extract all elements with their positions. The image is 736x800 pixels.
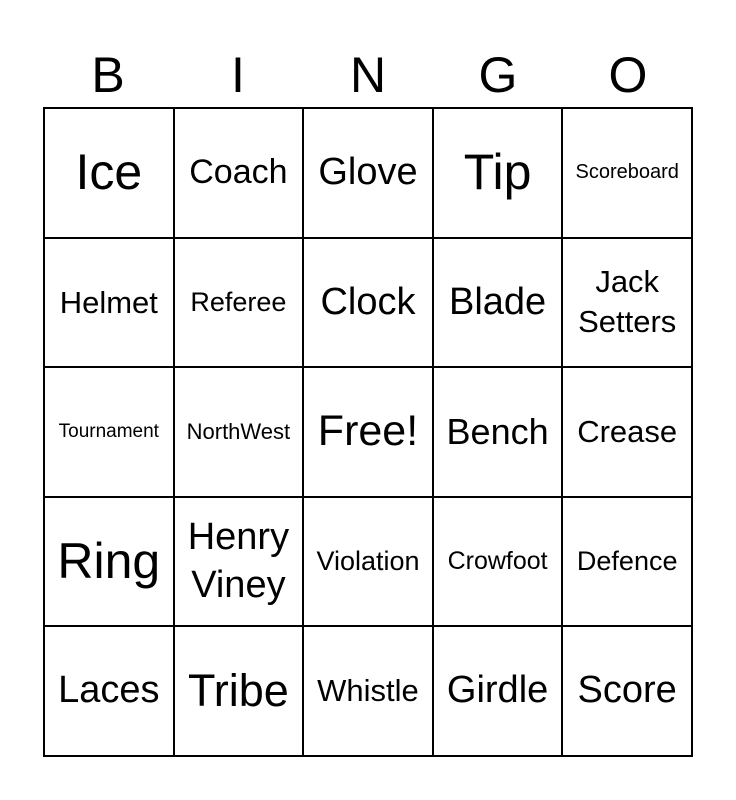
bingo-cell[interactable]: Crowfoot <box>433 497 563 627</box>
header-letter-o: O <box>608 47 648 103</box>
bingo-cell[interactable]: Helmet <box>44 238 174 368</box>
bingo-cell[interactable]: Ring <box>44 497 174 627</box>
header-letter-i: I <box>231 47 245 103</box>
bingo-cell[interactable]: Violation <box>303 497 433 627</box>
bingo-cell[interactable]: Girdle <box>433 626 563 756</box>
bingo-cell[interactable]: Jack Setters <box>562 238 692 368</box>
bingo-cell[interactable]: Clock <box>303 238 433 368</box>
bingo-cell[interactable]: Score <box>562 626 692 756</box>
bingo-cell[interactable]: Tribe <box>174 626 304 756</box>
bingo-cell[interactable]: Tournament <box>44 367 174 497</box>
bingo-cell[interactable]: Referee <box>174 238 304 368</box>
bingo-cell[interactable]: Scoreboard <box>562 108 692 238</box>
bingo-cell[interactable]: Tip <box>433 108 563 238</box>
bingo-cell[interactable]: Ice <box>44 108 174 238</box>
bingo-cell[interactable]: Glove <box>303 108 433 238</box>
bingo-cell[interactable]: Laces <box>44 626 174 756</box>
bingo-cell[interactable]: Crease <box>562 367 692 497</box>
bingo-cell[interactable]: Blade <box>433 238 563 368</box>
header-letter-b: B <box>91 47 125 103</box>
bingo-cell[interactable]: Henry Viney <box>174 497 304 627</box>
bingo-cell[interactable]: Defence <box>562 497 692 627</box>
bingo-header <box>43 44 693 106</box>
bingo-board <box>43 107 693 757</box>
header-letter-n: N <box>349 47 387 103</box>
free-space-cell[interactable]: Free! <box>303 367 433 497</box>
bingo-cell[interactable]: Whistle <box>303 626 433 756</box>
header-letter-g: G <box>478 47 518 103</box>
bingo-cell[interactable]: Bench <box>433 367 563 497</box>
bingo-cell[interactable]: Coach <box>174 108 304 238</box>
bingo-cell[interactable]: NorthWest <box>174 367 304 497</box>
